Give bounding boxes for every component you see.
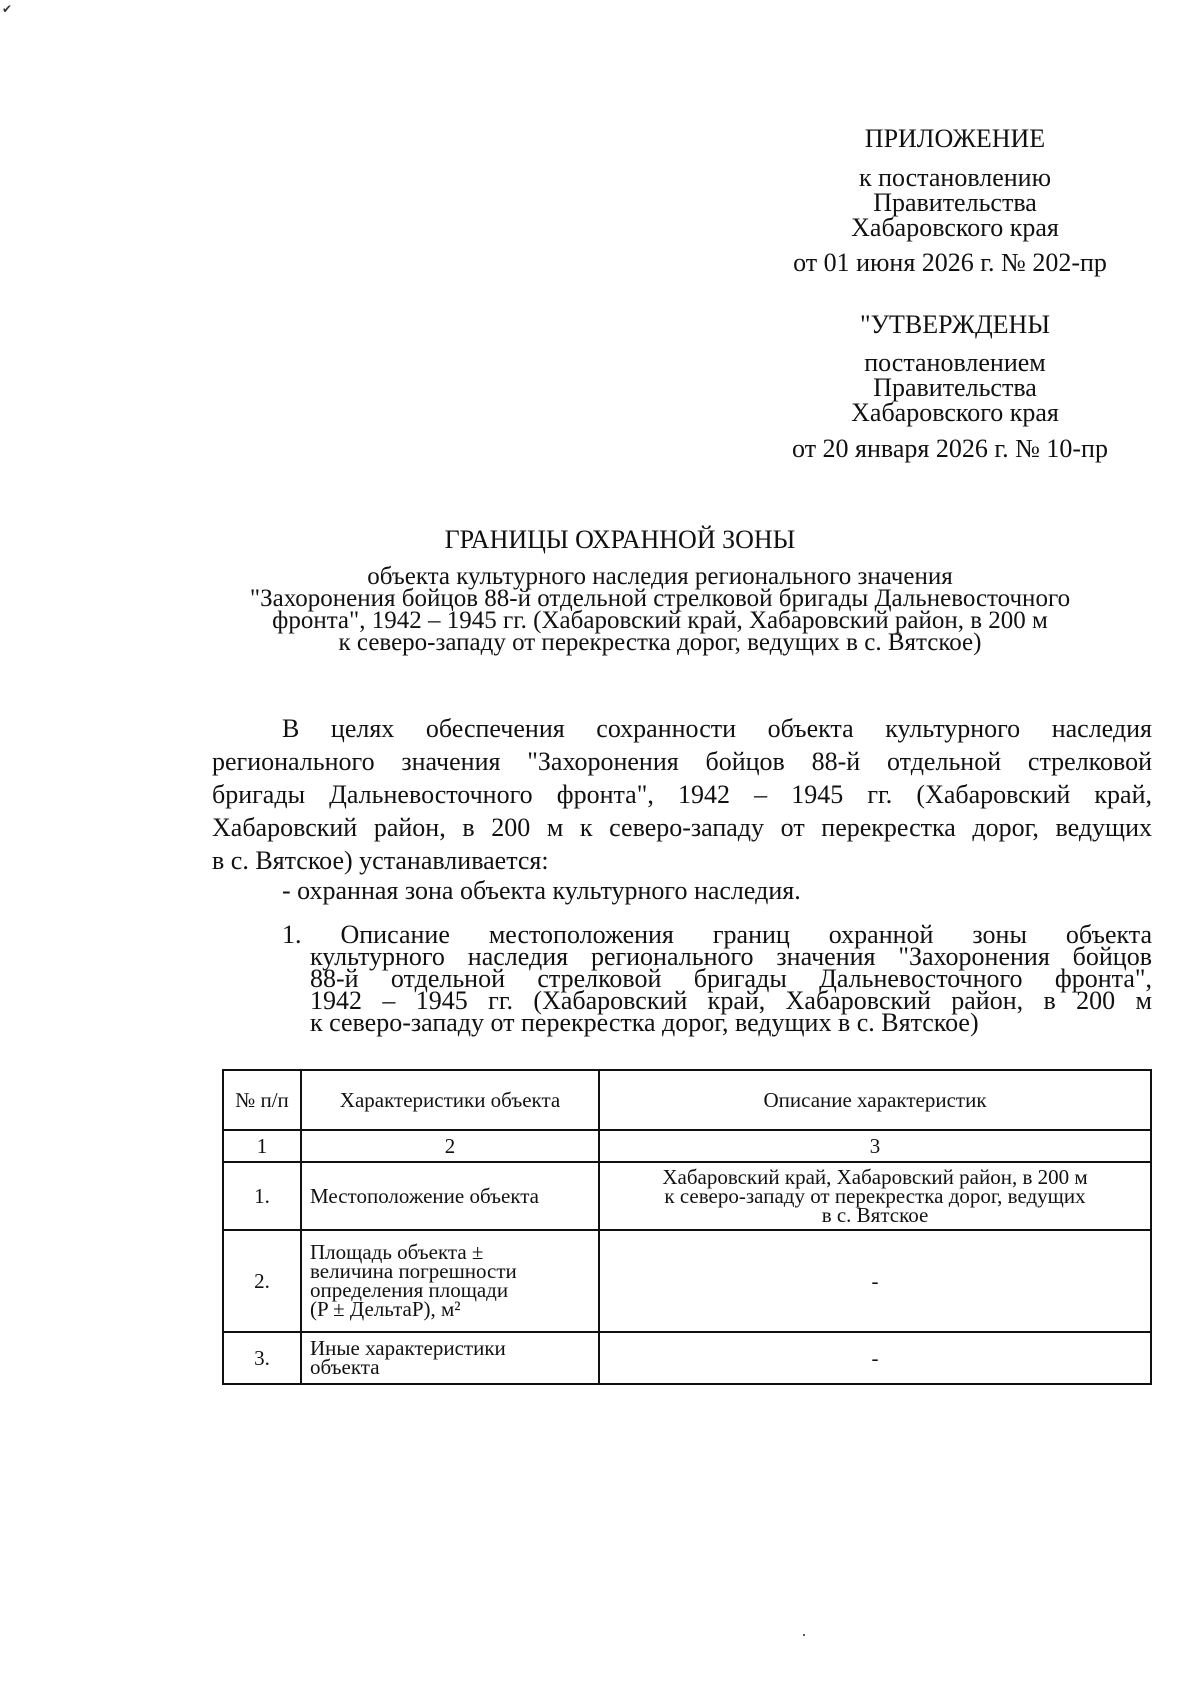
approved-basis (760, 350, 1150, 425)
item-line: к северо-западу от перекрестка дорог, ведущих в с. Вятское) (310, 1008, 979, 1037)
row-description-line: - (871, 1345, 879, 1370)
approved-basis-line: Правительства (873, 373, 1037, 402)
subheading-line: объекта культурного наследия регионального значения (367, 563, 953, 590)
row-name-line: Местоположение объекта (310, 1183, 540, 1208)
subheading-line: "Захоронения бойцов 88-й отдельной стрелковой бригады Дальневосточного (249, 585, 1071, 612)
row-name-line: определения площади (310, 1278, 509, 1302)
row-name-line: Площадь объекта ± (310, 1240, 484, 1264)
appendix-title: ПРИЛОЖЕНИЕ (864, 124, 1046, 153)
row-description-cell (599, 1162, 1151, 1230)
row-description-line: - (871, 1268, 879, 1293)
item-line: культурного наследия регионального значения "Захоронения бойцов (310, 942, 1152, 971)
row-description-cell (599, 1332, 1151, 1384)
characteristics-table (222, 1069, 1152, 1385)
header-cell-description: Описание характеристик (599, 1070, 1151, 1130)
approved-basis-line: постановлением (864, 348, 1046, 377)
row-number-cell: 2. (223, 1230, 301, 1332)
approved-title: "УТВЕРЖДЕНЫ (859, 310, 1051, 339)
row-name-line: Иные характеристики (310, 1336, 506, 1360)
paragraph-line: регионального значения "Захоронения бойцов 88-й отдельной стрелковой (212, 747, 1152, 776)
appendix-basis (760, 165, 1150, 240)
row-name-line: величина погрешности (310, 1259, 517, 1283)
item-line: 1. Описание местоположения границ охранной зоны объекта (282, 920, 1152, 949)
row-number-cell: 3. (223, 1332, 301, 1384)
document-heading: ГРАНИЦЫ ОХРАННОЙ ЗОНЫ (444, 525, 796, 554)
row-name-line: (P ± ДельтаP), м² (310, 1297, 461, 1321)
appendix-date: от 01 июня 2026 г. № 202-пр (793, 248, 1107, 277)
row-name-cell (301, 1332, 599, 1384)
column-number-cell: 2 (301, 1130, 599, 1162)
scan-mark: ✔ (2, 2, 13, 16)
paragraph-line: В целях обеспечения сохранности объекта культурного наследия (282, 714, 1152, 743)
item-line: 1942 – 1945 гг. (Хабаровский край, Хабаровский район, в 200 м (310, 986, 1152, 1015)
appendix-basis-line: Правительства (873, 188, 1037, 217)
document-subheading (180, 563, 1140, 656)
approved-basis-line: Хабаровского края (851, 398, 1059, 427)
column-number-cell: 3 (599, 1130, 1151, 1162)
subheading-line: к северо-западу от перекрестка дорог, ведущих в с. Вятское) (338, 629, 982, 656)
row-description-line: в с. Вятское (821, 1202, 929, 1227)
paragraph-line: Хабаровский район, в 200 м к северо-западу от перекрестка дорог, ведущих (212, 813, 1152, 842)
row-name-line: объекта (310, 1355, 380, 1379)
table-row (223, 1332, 1151, 1384)
table-header-row (223, 1070, 1151, 1130)
column-number-cell: 1 (223, 1130, 301, 1162)
appendix-basis-line: Хабаровского края (851, 213, 1059, 242)
row-description-line: к северо-западу от перекрестка дорог, ведущих (664, 1183, 1086, 1208)
subheading-line: фронта", 1942 – 1945 гг. (Хабаровский край, Хабаровский район, в 200 м (272, 607, 1048, 634)
paragraph-line: бригады Дальневосточного фронта", 1942 – 1945 гг. (Хабаровский край, (212, 780, 1152, 809)
row-description-cell (599, 1230, 1151, 1332)
row-description-line: Хабаровский край, Хабаровский район, в 200 м (662, 1164, 1088, 1189)
main-paragraph (212, 712, 1152, 877)
header-cell-number: № п/п (223, 1070, 301, 1130)
header-cell-characteristics: Характеристики объекта (301, 1070, 599, 1130)
row-name-cell (301, 1230, 599, 1332)
table-row (223, 1162, 1151, 1230)
table-column-numbers-row (223, 1130, 1151, 1162)
scan-speck (803, 1634, 805, 1636)
paragraph-line: в с. Вятское) устанавливается: (212, 846, 549, 875)
bullet-item: - охранная зона объекта культурного наследия. (282, 876, 801, 905)
numbered-item-1 (282, 920, 1152, 1037)
row-name-cell (301, 1162, 599, 1230)
table-row (223, 1230, 1151, 1332)
row-number-cell: 1. (223, 1162, 301, 1230)
approved-date: от 20 января 2026 г. № 10-пр (792, 434, 1108, 463)
appendix-basis-line: к постановлению (858, 163, 1052, 192)
item-line: 88-й отдельной стрелковой бригады Дальневосточного фронта", (310, 964, 1152, 993)
